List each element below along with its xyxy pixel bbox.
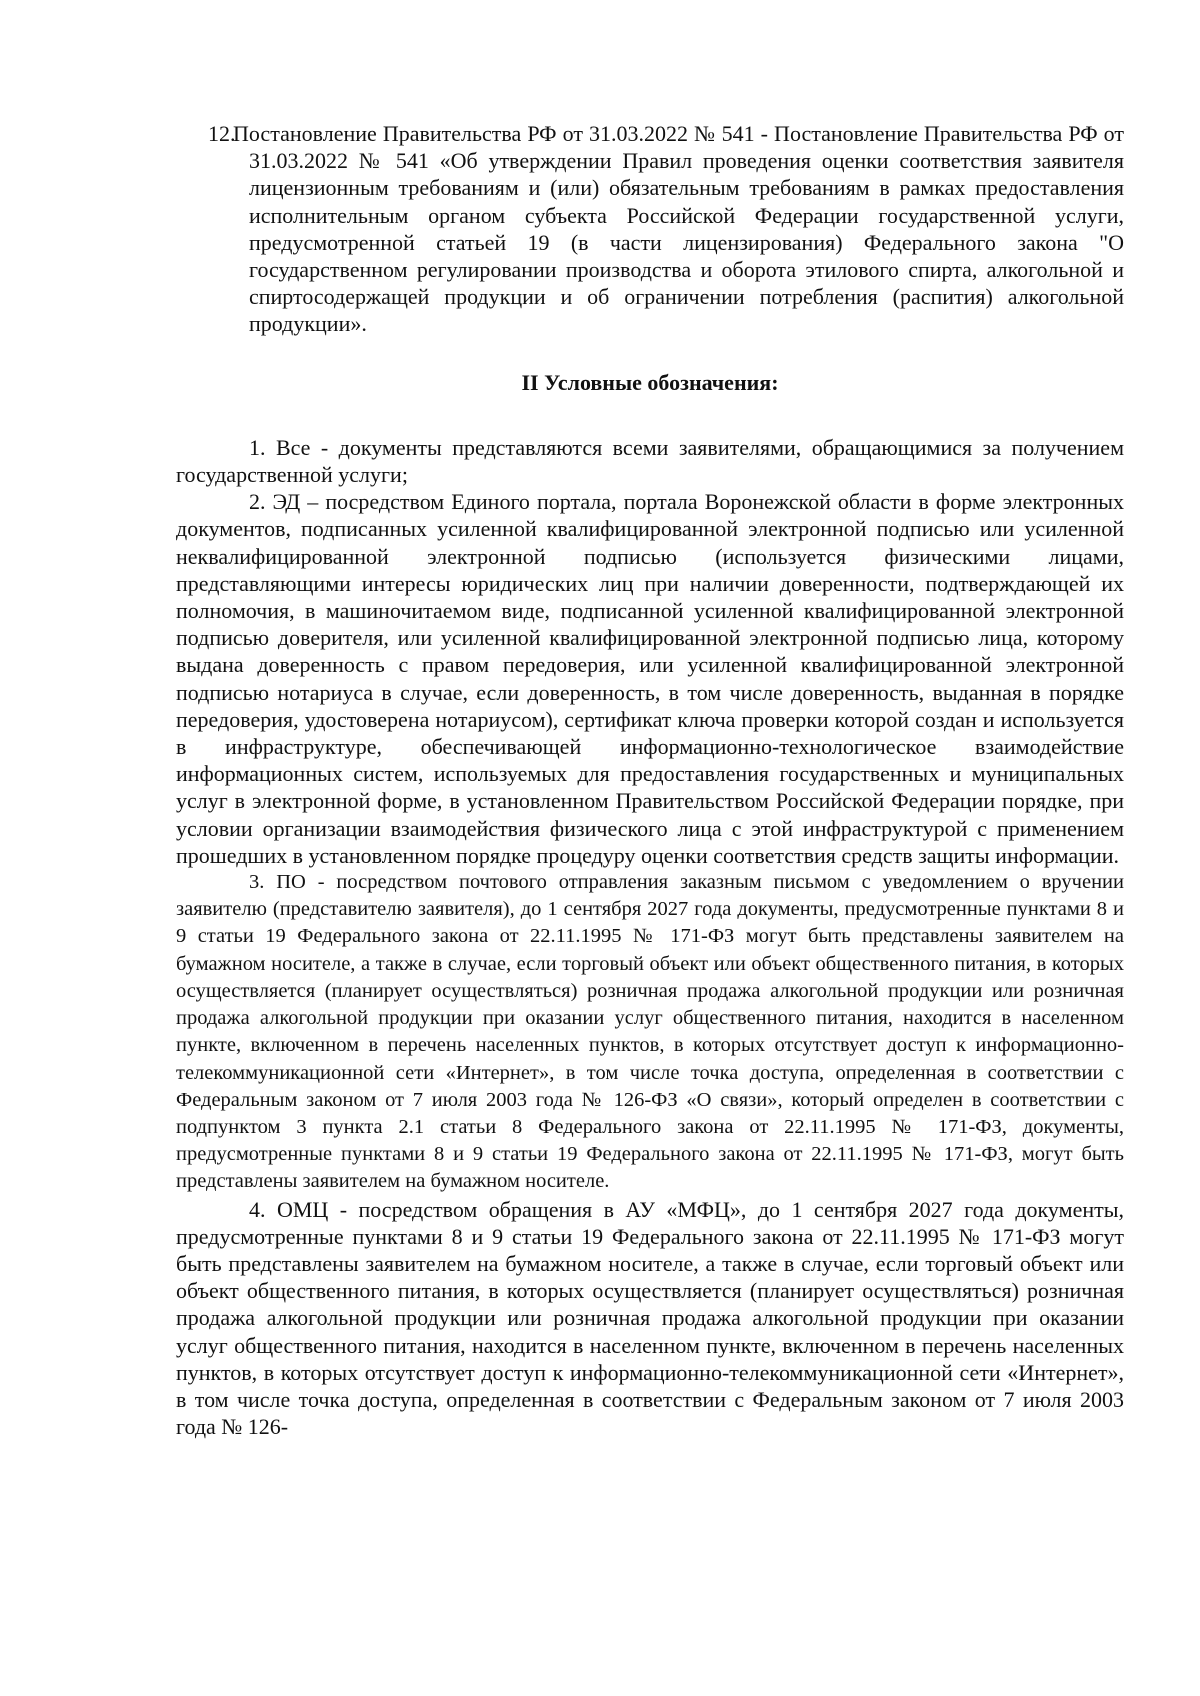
list-item-12 <box>176 120 1124 338</box>
page-content <box>176 120 1124 1440</box>
paragraph-4-omc: 4. ОМЦ - посредством обращения в АУ «МФЦ», до 1 сентября 2027 года документы, предусмотренные пунктами 8 и 9 статьи 19 Федерального закона от 22.11.1995 № 171-ФЗ могут быть представлены заявителем на бумажном носителе, а также в случае, если торговый объект или объект общественного питания, в которых осуществляется (планирует осуществляться) розничная продажа алкогольной продукции или розничная продажа алкогольной продукции при оказании услуг общественного питания, находится в населенном пункте, включенном в перечень населенных пунктов, в которых отсутствует доступ к информационно-телекоммуникационной сети «Интернет», в том числе точка доступа, определенная в соответствии с Федеральным законом от 7 июля 2003 года № 126- <box>176 1196 1124 1440</box>
paragraph-3-po: 3. ПО - посредством почтового отправления заказным письмом с уведомлением о вручении заявителю (представителю заявителя), до 1 сентября 2027 года документы, предусмотренные пунктами 8 и 9 статьи 19 Федерального закона от 22.11.1995 № 171-ФЗ могут быть представлены заявителем на бумажном носителе, а также в случае, если торговый объект или объект общественного питания, в которых осуществляется (планирует осуществляться) розничная продажа алкогольной продукции или розничная продажа алкогольной продукции при оказании услуг общественного питания, находится в населенном пункте, включенном в перечень населенных пунктов, в которых отсутствует доступ к информационно-телекоммуникационной сети «Интернет», в том числе точка доступа, определенная в соответствии с Федеральным законом от 7 июля 2003 года № 126-ФЗ «О связи», который определен в соответствии с подпунктом 3 пункта 2.1 статьи 8 Федерального закона от 22.11.1995 № 171-ФЗ, документы, предусмотренные пунктами 8 и 9 статьи 19 Федерального закона от 22.11.1995 № 171-ФЗ, могут быть представлены заявителем на бумажном носителе. <box>176 871 1124 1193</box>
paragraph-1-all: 1. Все - документы представляются всеми заявителями, обращающимися за получением государственной услуги; <box>176 434 1124 488</box>
paragraph-2-ed: 2. ЭД – посредством Единого портала, портала Воронежской области в форме электронных документов, подписанных усиленной квалифицированной электронной подписью или усиленной неквалифицированной электронной подписью (используется физическими лицами, представляющими интересы юридических лиц при наличии доверенности, подтверждающей их полномочия, в машиночитаемом виде, подписанной усиленной квалифицированной электронной подписью доверителя, или усиленной квалифицированной электронной подписью лица, которому выдана доверенность с правом передоверия, или усиленной квалифицированной электронной подписью нотариуса в случае, если доверенность, в том числе доверенность, выданная в порядке передоверия, удостоверена нотариусом), сертификат ключа проверки которой создан и используется в инфраструктуре, обеспечивающей информационно-технологическое взаимодействие информационных систем, используемых для предоставления государственных и муниципальных услуг в электронной форме, в установленном Правительством Российской Федерации порядке, при условии организации взаимодействия физического лица с этой инфраструктурой с применением прошедших в установленном порядке процедуру оценки соответствия средств защиты информации. <box>176 489 1124 868</box>
list-item-number: 12. <box>208 121 236 146</box>
section-heading: II Условные обозначения: <box>521 369 779 395</box>
list-item-text: Постановление Правительства РФ от 31.03.2022 № 541 - Постановление Правительства РФ от 31.03.2022 № 541 «Об утверждении Правил проведения оценки соответствия заявителя лицензионным требованиям и (или) обязательным требованиям в рамках предоставления исполнительным органом субъекта Российской Федерации государственной услуги, предусмотренной статьей 19 (в части лицензирования) Федерального закона "О государственном регулировании производства и оборота этилового спирта, алкогольной и спиртосодержащей продукции и об ограничении потребления (распития) алкогольной продукции». <box>233 121 1124 337</box>
